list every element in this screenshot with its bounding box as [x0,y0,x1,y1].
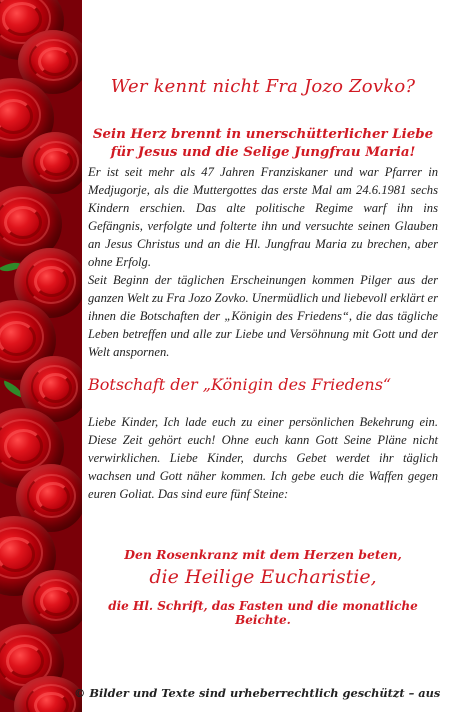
document-content [86,0,440,712]
subtitle-line: für Jesus und die Selige Jungfrau Maria! [110,144,416,160]
closing-line: Den Rosenkranz mit dem Herzen beten, [124,547,402,562]
copyright-notice: © Bilder und Texte sind urheberrechtlich geschützt – aus [74,686,441,700]
subtitle [86,125,440,161]
message-paragraph: Liebe Kinder, Ich lade euch zu einer persönlichen Bekehrung ein. Diese Zeit gehört euch! Ohne euch kann Gott Seine Pläne nicht verwirklichen. Liebe Kinder, durchs Gebet werdet ihr täglich wachsen und Gott näher kommen. Ich gebe euch die Waffen gegen euren Goliat. Das sind eure fünf Steine: [88,415,438,501]
rose-border-decoration [0,0,82,712]
pilgrims-paragraph: Seit Beginn der täglichen Erscheinungen kommen Pilger aus der ganzen Welt zu Fra Jozo Zovko. Unermüdlich und liebevoll erklärt er ihnen die Botschaften der „Königin des Friedens“, die das tägliche Leben betreffen und alle zur Liebe und Versöhnung mit Gott und der Welt anspornen. [88,273,438,359]
biography-paragraph: Er ist seit mehr als 47 Jahren Franziskaner und war Pfarrer in Medjugorje, als die Muttergottes das erste Mal am 24.6.1981 sechs Kindern erschien. Das alte politische Regime warf ihn ins Gefängnis, verfolgte und folterte ihn und versuchte seinen Glauben an Jesus Christus und an die Hl. Jungfrau Maria zu brechen, aber ohne Erfolg. [88,165,438,269]
page-title: Wer kennt nicht Fra Jozo Zovko? [110,76,416,97]
subtitle-line: Sein Herz brennt in unerschütterlicher Liebe [92,126,434,142]
rose-image [22,132,82,194]
section-title: Botschaft der „Königin des Friedens“ [88,375,392,394]
closing-line: die Hl. Schrift, das Fasten und die monatliche Beichte. [108,599,418,627]
closing-highlight: die Heilige Eucharistie, [149,566,377,588]
